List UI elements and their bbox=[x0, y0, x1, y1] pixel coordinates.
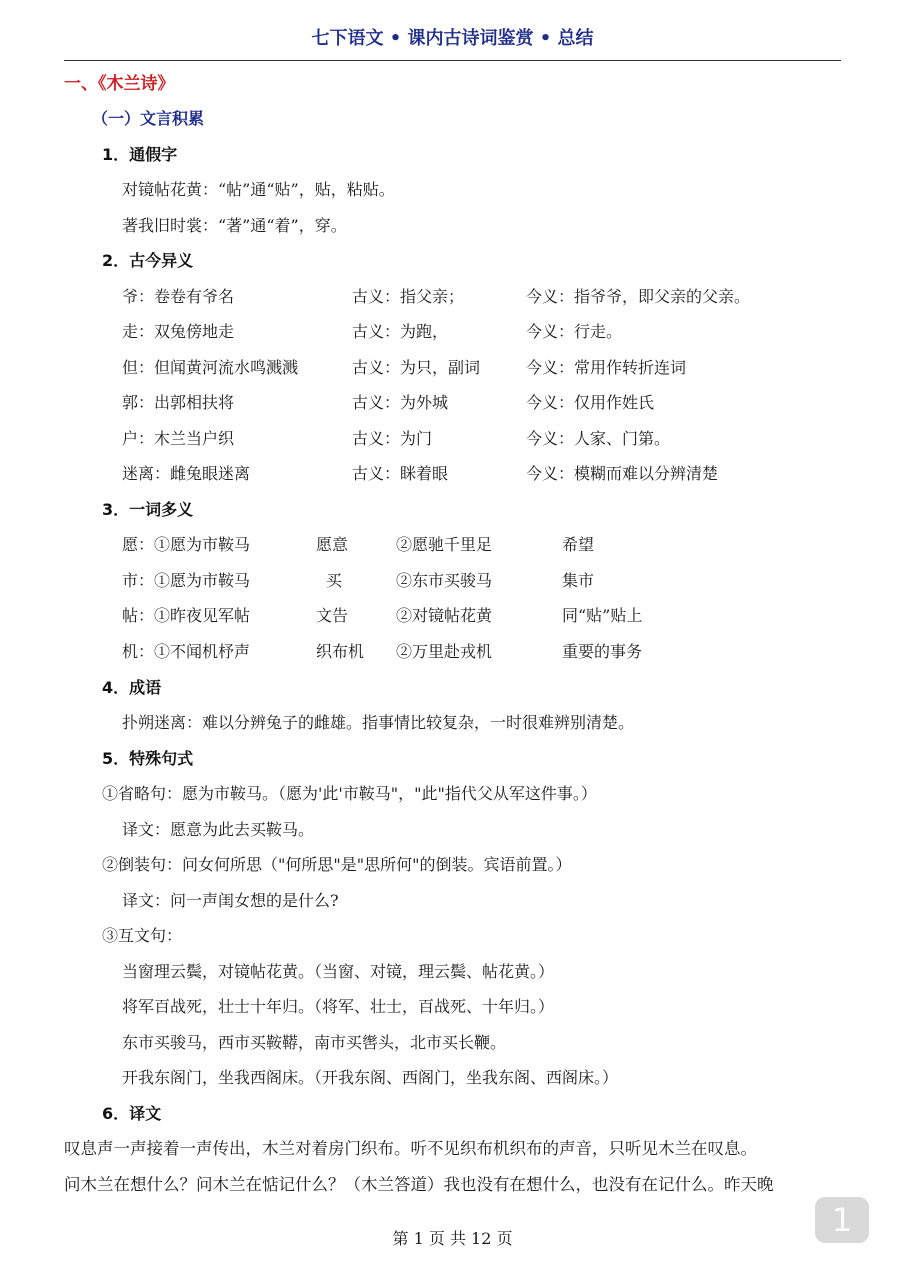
old-meaning-cell: 古义：为外城 bbox=[352, 393, 449, 412]
text-line: 著我旧时裳：“著”通“着”，穿。 bbox=[122, 216, 347, 235]
example-cell: ②愿驰千里足 bbox=[396, 535, 493, 554]
text-line: ③互文句： bbox=[102, 926, 183, 945]
meaning-cell: 重要的事务 bbox=[562, 642, 643, 661]
example-cell: ②对镜帖花黄 bbox=[396, 606, 493, 625]
text-line: 东市买骏马，西市买鞍鞯，南市买辔头，北市买长鞭。 bbox=[122, 1033, 507, 1052]
heading-yiwen: 6．译文 bbox=[102, 1104, 162, 1123]
old-meaning-cell: 古义：为门 bbox=[352, 429, 433, 448]
word-cell: 郭：出郭相扶将 bbox=[122, 393, 235, 412]
example-cell: ②东市买骏马 bbox=[396, 571, 493, 590]
new-meaning-cell: 今义：人家、门第。 bbox=[526, 429, 671, 448]
page-footer: 第 1 页 共 12 页 bbox=[392, 1229, 513, 1248]
section-title: 一、《木兰诗》 bbox=[64, 74, 175, 94]
header-rule bbox=[64, 60, 841, 61]
text-line: 当窗理云鬓，对镜帖花黄。（当窗、对镜，理云鬓、帖花黄。） bbox=[122, 962, 555, 981]
text-line: ②倒装句：问女何所思（"何所思"是"思所何"的倒装。宾语前置。） bbox=[102, 855, 572, 874]
old-meaning-cell: 古义：为只，副词 bbox=[352, 358, 481, 377]
meaning-cell: 集市 bbox=[562, 571, 595, 590]
meaning-cell: 买 bbox=[326, 571, 343, 590]
old-meaning-cell: 古义：眯着眼 bbox=[352, 464, 449, 483]
paragraph-line: 问木兰在想什么？问木兰在惦记什么？（木兰答道）我也没有在想什么，也没有在记什么。昨天晚 bbox=[64, 1175, 774, 1194]
heading-teshujushi: 5．特殊句式 bbox=[102, 749, 194, 768]
old-meaning-cell: 古义：为跑， bbox=[352, 322, 449, 341]
word-cell: 户：木兰当户织 bbox=[122, 429, 235, 448]
new-meaning-cell: 今义：行走。 bbox=[526, 322, 623, 341]
text-line: 对镜帖花黄：“帖”通“贴”，贴，粘贴。 bbox=[122, 180, 395, 199]
example-cell: ②万里赴戎机 bbox=[396, 642, 493, 661]
paragraph-line: 叹息声一声接着一声传出，木兰对着房门织布。听不见织布机织布的声音，只听见木兰在叹息。 bbox=[64, 1139, 757, 1158]
heading-gujinyiyi: 2．古今异义 bbox=[102, 251, 194, 270]
text-line: 将军百战死，壮士十年归。（将军、壮士，百战死、十年归。） bbox=[122, 997, 555, 1016]
word-cell: 愿：①愿为市鞍马 bbox=[122, 535, 251, 554]
text-line: 扑朔迷离：难以分辨兔子的雌雄。指事情比较复杂，一时很难辨别清楚。 bbox=[122, 713, 635, 732]
page-header: 七下语文 • 课内古诗词鉴赏 • 总结 bbox=[311, 28, 594, 49]
new-meaning-cell: 今义：仅用作姓氏 bbox=[526, 393, 655, 412]
meaning-cell: 同“贴”贴上 bbox=[562, 606, 643, 625]
heading-yiciduoyi: 3．一词多义 bbox=[102, 500, 194, 519]
word-cell: 迷离：雌兔眼迷离 bbox=[122, 464, 251, 483]
word-cell: 走：双兔傍地走 bbox=[122, 322, 235, 341]
text-line: ①省略句：愿为市鞍马。（愿为'此'市鞍马"，"此"指代父从军这件事。） bbox=[102, 784, 597, 803]
heading-tongjiazi: 1．通假字 bbox=[102, 145, 178, 164]
meaning-cell: 愿意 bbox=[316, 535, 349, 554]
word-cell: 机：①不闻机杼声 bbox=[122, 642, 251, 661]
meaning-cell: 希望 bbox=[562, 535, 595, 554]
heading-chengyu: 4．成语 bbox=[102, 678, 162, 697]
new-meaning-cell: 今义：常用作转折连词 bbox=[526, 358, 687, 377]
word-cell: 市：①愿为市鞍马 bbox=[122, 571, 251, 590]
word-cell: 爷：卷卷有爷名 bbox=[122, 287, 235, 306]
new-meaning-cell: 今义：指爷爷，即父亲的父亲。 bbox=[526, 287, 751, 306]
text-line: 译文：问一声闺女想的是什么? bbox=[122, 891, 339, 910]
word-cell: 但：但闻黄河流水鸣溅溅 bbox=[122, 358, 299, 377]
subsection-title: （一）文言积累 bbox=[92, 109, 205, 128]
new-meaning-cell: 今义：模糊而难以分辨清楚 bbox=[526, 464, 719, 483]
meaning-cell: 文告 bbox=[316, 606, 349, 625]
old-meaning-cell: 古义：指父亲； bbox=[352, 287, 465, 306]
text-line: 开我东阁门，坐我西阁床。（开我东阁、西阁门，坐我东阁、西阁床。） bbox=[122, 1068, 619, 1087]
meaning-cell: 织布机 bbox=[316, 642, 365, 661]
page-number-badge: 1 bbox=[815, 1197, 869, 1243]
text-line: 译文：愿意为此去买鞍马。 bbox=[122, 820, 315, 839]
word-cell: 帖：①昨夜见军帖 bbox=[122, 606, 251, 625]
